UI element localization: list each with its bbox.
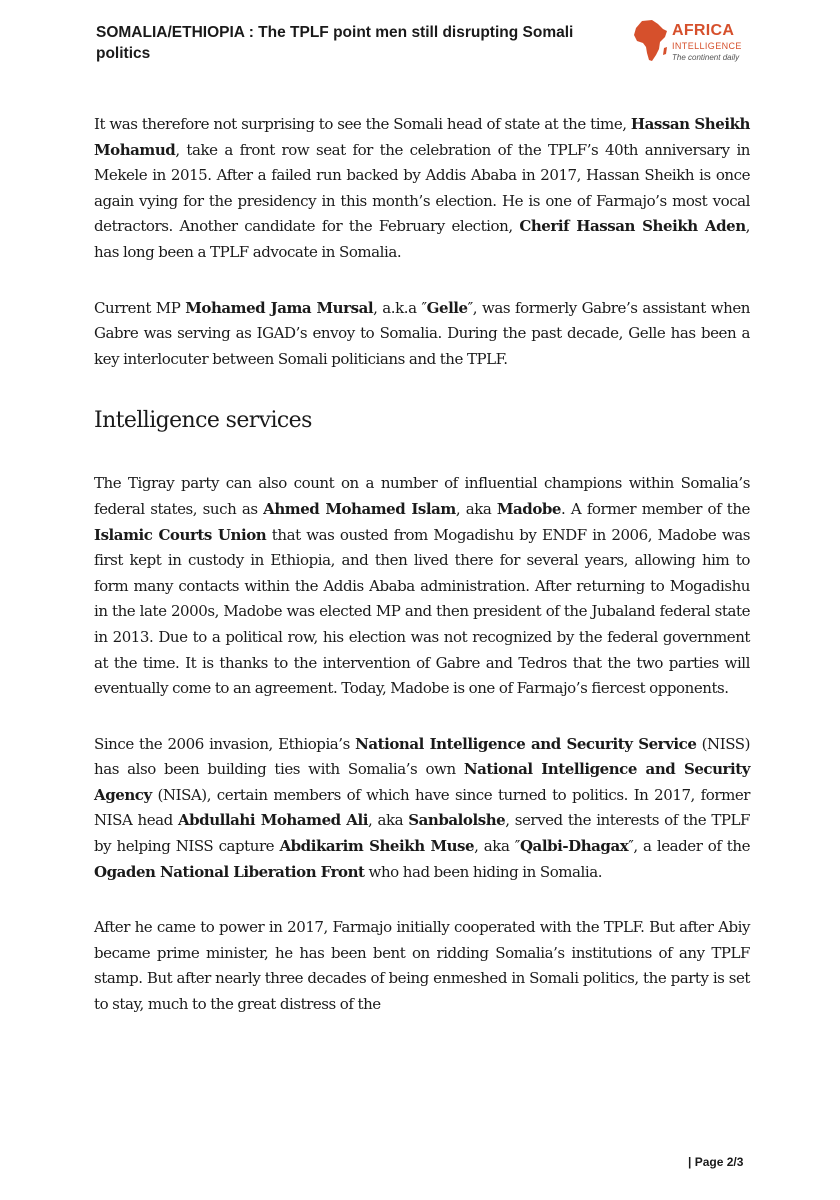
africa-intelligence-logo [632,18,752,70]
name-qalbi-dhagax: Qalbi-Dhagax [519,837,629,856]
paragraph-3: The Tigray party can also count on a number of influential champions within Somalia’s federal states, such as Ahmed Mohamed Islam, aka Madobe. A former member of the Islamic Courts Union that was ousted from Mogadishu by ENDF in 2006, Madobe was first kept in custody in Ethiopia, and then lived there for several years, allowing him to form many contacts within the Addis Ababa administration. After returning to Mogadishu in the late 2000s, Madobe was elected MP and then president of the Jubaland federal state in 2013. Due to a political row, his election was not recognized by the federal government at the time. It is thanks to the intervention of Gabre and Tedros that the two parties will eventually come to an agreement. Today, Madobe is one of Farmajo’s fiercest opponents. [94,474,750,698]
logo-tagline: The continent daily [672,53,740,62]
name-gelle: Gelle [426,298,468,317]
org-islamic-courts-union: Islamic Courts Union [94,525,267,544]
name-ahmed-mohamed-islam: Ahmed Mohamed Islam [263,499,456,518]
africa-map-icon [632,18,670,64]
name-cherif-hassan-sheikh-aden: Cherif Hassan Sheikh Aden [519,217,746,236]
org-nisa: National Intelligence and Security Agency [94,760,751,804]
logo-subtitle: INTELLIGENCE [672,41,742,51]
page-number: | Page 2/3 [688,1155,744,1169]
section-heading: Intelligence services [94,408,312,434]
paragraph-1: It was therefore not surprising to see the Somali head of state at the time, Hassan Sheikh Mohamud, take a front row seat for the celebration of the TPLF’s 40th anniversary in Mekele in 2015. After a failed run backed by Addis Ababa in 2017, Hassan Sheikh is once again vying for the presidency in this month’s election. He is one of Farmajo’s most vocal detractors. Another candidate for the February election, Cherif Hassan Sheikh Aden, has long been a TPLF advocate in Somalia. [94,115,750,261]
document-title: SOMALIA/ETHIOPIA : The TPLF point men still disrupting Somali politics [96,24,574,62]
name-sanbalolshe: Sanbalolshe [408,811,506,830]
org-onlf: Ogaden National Liberation Front [94,862,365,881]
name-mohamed-jama-mursal: Mohamed Jama Mursal [185,298,374,317]
article-body [94,112,750,1018]
paragraph-4: Since the 2006 invasion, Ethiopia’s National Intelligence and Security Service (NISS) has also been building ties with Somalia’s own National Intelligence and Security Agency (NISA), certain members of which have since turned to politics. In 2017, former NISA head Abdullahi Mohamed Ali, aka Sanbalolshe, served the interests of the TPLF by helping NISS capture Abdikarim Sheikh Muse, aka ″Qalbi-Dhagax″, a leader of the Ogaden National Liberation Front who had been hiding in Somalia. [94,734,751,881]
name-madobe: Madobe [496,499,562,518]
name-abdullahi-mohamed-ali: Abdullahi Mohamed Ali [177,811,368,830]
paragraph-5: After he came to power in 2017, Farmajo initially cooperated with the TPLF. But after Abiy became prime minister, he has been bent on ridding Somalia’s institutions of any TPLF stamp. But after nearly three decades of being enmeshed in Somali politics, the party is set to stay, much to the great distress of the [94,918,750,1014]
paragraph-2: Current MP Mohamed Jama Mursal, a.k.a ″Gelle″, was formerly Gabre’s assistant when Gabre was serving as IGAD’s envoy to Somalia. During the past decade, Gelle has been a key interlocuter between Somali politicians and the TPLF. [94,298,750,368]
logo-name: AFRICA [672,22,735,39]
name-hassan-sheikh-mohamud: Hassan Sheikh Mohamud [94,115,750,159]
org-niss: National Intelligence and Security Service [355,734,697,753]
name-abdikarim-sheikh-muse: Abdikarim Sheikh Muse [279,837,475,856]
